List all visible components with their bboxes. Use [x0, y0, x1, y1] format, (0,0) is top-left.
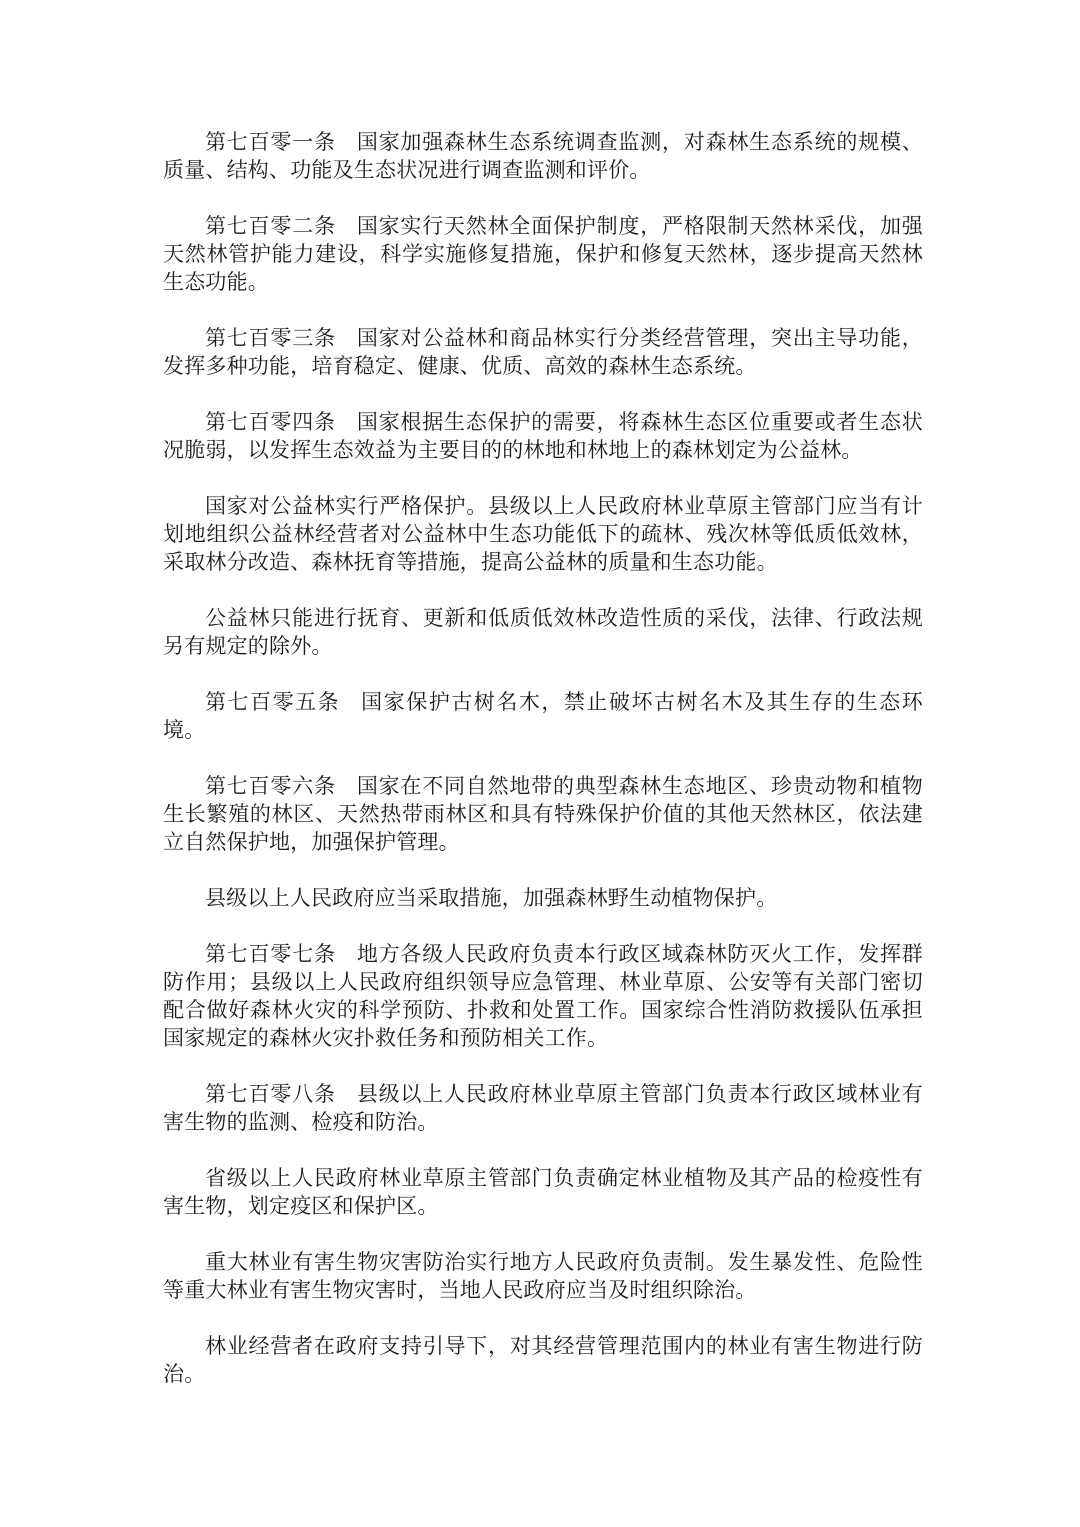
paragraph-article-702	[163, 212, 923, 296]
paragraph-text: 公益林只能进行抚育、更新和低质低效林改造性质的采伐，法律、行政法规另有规定的除外。	[163, 606, 923, 658]
paragraph-text: 国家对公益林和商品林实行分类经营管理，突出主导功能，发挥多种功能，培育稳定、健康、优质、高效的森林生态系统。	[163, 326, 924, 378]
paragraph-text: 国家保护古树名木，禁止破坏古树名木及其生存的生态环境。	[163, 690, 924, 742]
paragraph-article-704-clause-2	[163, 492, 923, 576]
paragraph-text: 国家对公益林实行严格保护。县级以上人民政府林业草原主管部门应当有计划地组织公益林经营者对公益林中生态功能低下的疏林、残次林等低质低效林，采取林分改造、森林抚育等措施，提高公益林的质量和生态功能。	[163, 494, 923, 574]
paragraph-article-703	[163, 324, 923, 380]
document-body	[163, 128, 923, 1416]
article-number: 第七百零五条	[205, 690, 341, 714]
article-number: 第七百零二条	[205, 214, 336, 238]
paragraph-article-704	[163, 408, 923, 464]
paragraph-text: 国家实行天然林全面保护制度，严格限制天然林采伐，加强天然林管护能力建设，科学实施修复措施，保护和修复天然林，逐步提高天然林生态功能。	[163, 214, 924, 294]
paragraph-article-708-clause-4	[163, 1332, 923, 1388]
article-number: 第七百零八条	[205, 1082, 336, 1106]
article-number: 第七百零四条	[205, 410, 336, 434]
paragraph-article-708	[163, 1080, 923, 1136]
paragraph-article-708-clause-2	[163, 1164, 923, 1220]
paragraph-article-705	[163, 688, 923, 744]
article-number: 第七百零一条	[205, 130, 336, 154]
article-number: 第七百零三条	[205, 326, 336, 350]
paragraph-text: 国家在不同自然地带的典型森林生态地区、珍贵动物和植物生长繁殖的林区、天然热带雨林区和具有特殊保护价值的其他天然林区，依法建立自然保护地，加强保护管理。	[163, 774, 924, 854]
paragraph-text: 地方各级人民政府负责本行政区域森林防灭火工作，发挥群防作用；县级以上人民政府组织领导应急管理、林业草原、公安等有关部门密切配合做好森林火灾的科学预防、扑救和处置工作。国家综合性消防救援队伍承担国家规定的森林火灾扑救任务和预防相关工作。	[163, 942, 924, 1050]
paragraph-article-708-clause-3	[163, 1248, 923, 1304]
paragraph-text: 国家加强森林生态系统调查监测，对森林生态系统的规模、质量、结构、功能及生态状况进行调查监测和评价。	[163, 130, 924, 182]
paragraph-text: 省级以上人民政府林业草原主管部门负责确定林业植物及其产品的检疫性有害生物，划定疫区和保护区。	[163, 1166, 923, 1218]
paragraph-text: 县级以上人民政府应当采取措施，加强森林野生动植物保护。	[205, 886, 778, 910]
article-number: 第七百零六条	[205, 774, 336, 798]
paragraph-text: 林业经营者在政府支持引导下，对其经营管理范围内的林业有害生物进行防治。	[163, 1334, 923, 1386]
paragraph-article-707	[163, 940, 923, 1052]
paragraph-article-704-clause-3	[163, 604, 923, 660]
paragraph-text: 重大林业有害生物灾害防治实行地方人民政府负责制。发生暴发性、危险性等重大林业有害生物灾害时，当地人民政府应当及时组织除治。	[163, 1250, 923, 1302]
paragraph-article-701	[163, 128, 923, 184]
paragraph-text: 县级以上人民政府林业草原主管部门负责本行政区域林业有害生物的监测、检疫和防治。	[163, 1082, 924, 1134]
paragraph-text: 国家根据生态保护的需要，将森林生态区位重要或者生态状况脆弱，以发挥生态效益为主要目的的林地和林地上的森林划定为公益林。	[163, 410, 924, 462]
paragraph-article-706-clause-2	[163, 884, 923, 912]
article-number: 第七百零七条	[205, 942, 336, 966]
paragraph-article-706	[163, 772, 923, 856]
